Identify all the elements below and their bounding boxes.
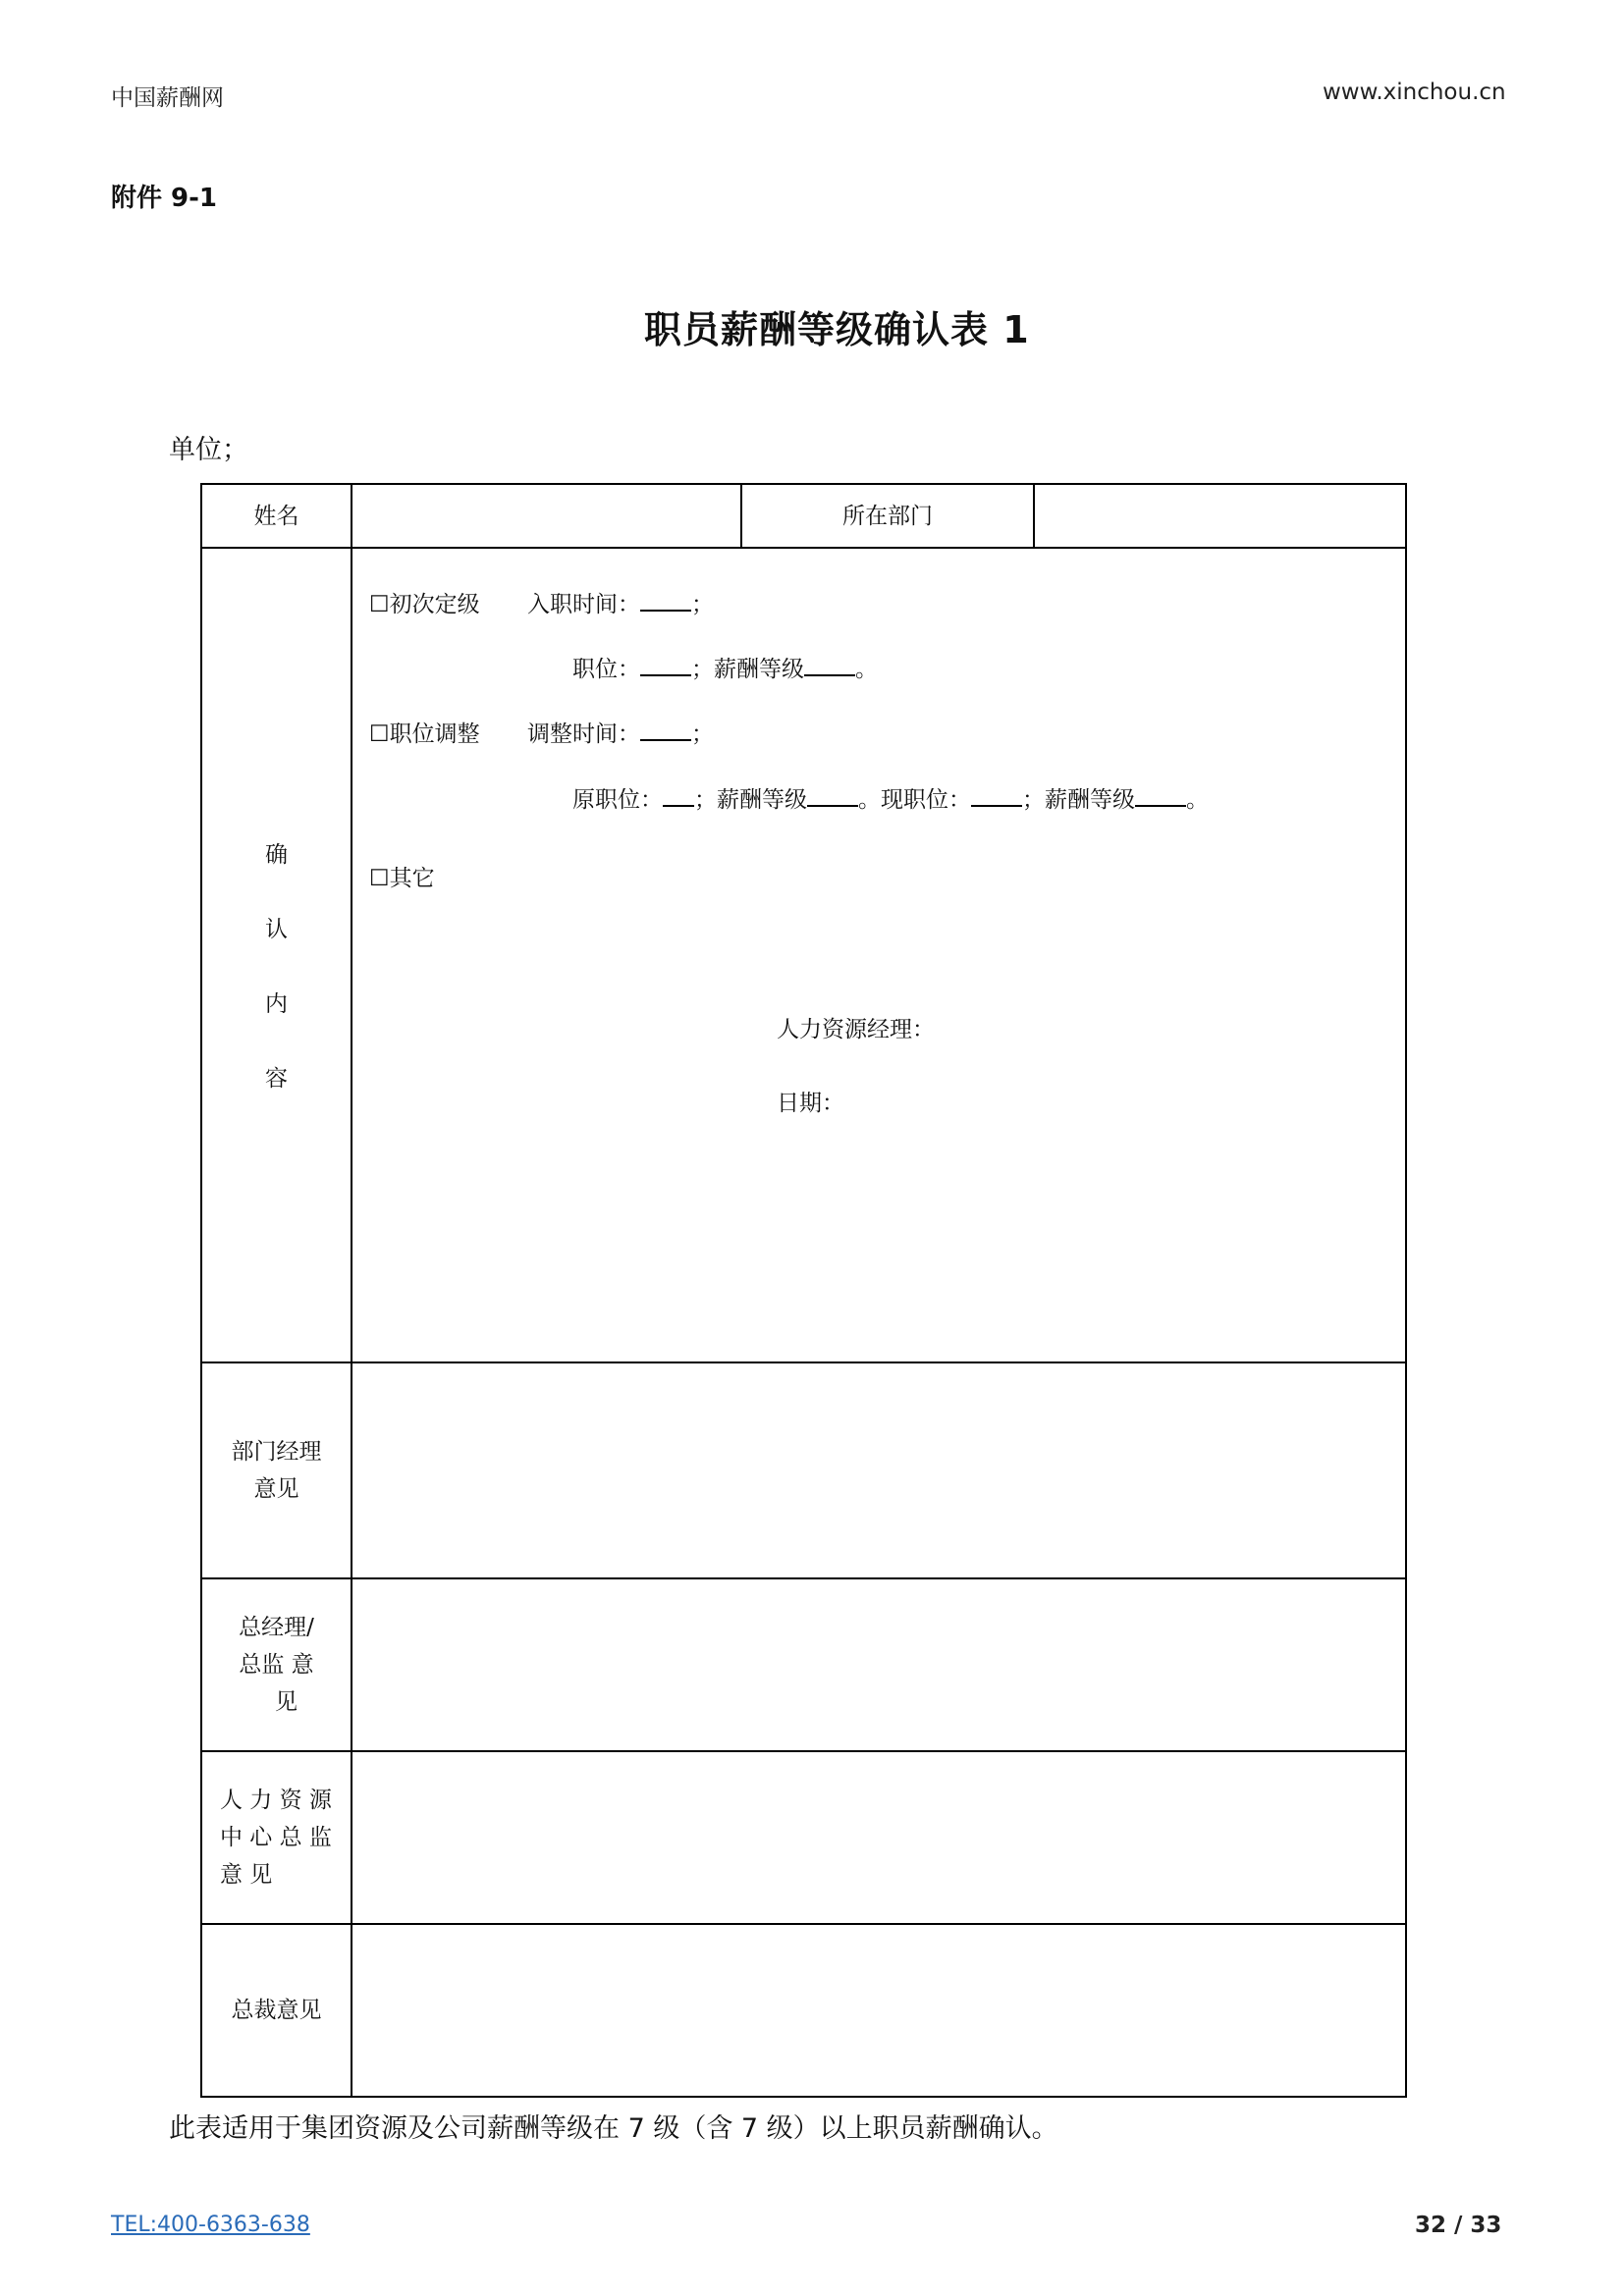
unit-label: 单位； [169, 435, 248, 465]
original-position-label: 原职位： [572, 787, 663, 813]
president-opinion-field[interactable] [352, 1924, 1406, 2097]
site-name: 中国薪酬网 [111, 85, 224, 111]
hr-center-opinion-field[interactable] [352, 1751, 1406, 1924]
gm-label [201, 1578, 352, 1751]
hr-center-row [201, 1751, 1406, 1924]
department-field[interactable] [1034, 484, 1406, 548]
original-grade-label: ；薪酬等级 [694, 787, 807, 813]
initial-position-line [572, 651, 878, 683]
other-label: 其它 [389, 866, 435, 891]
phone-link[interactable]: TEL:400-6363-638 [111, 2213, 310, 2237]
position-adjust-label: 职位调整 [389, 721, 480, 747]
position-adjust-checkbox[interactable]: ☐ [369, 721, 390, 747]
confirm-content-label [201, 548, 352, 1362]
hr-center-label [201, 1751, 352, 1924]
end-mark: 。 [855, 657, 878, 682]
adjust-detail-line [572, 781, 1209, 814]
adjust-time-line [527, 716, 714, 748]
gm-label-line: 总监 意 [239, 1652, 314, 1678]
position-label: 职位： [572, 657, 640, 682]
date-field: 日期： [777, 1091, 844, 1116]
gm-label-line: 见 [275, 1689, 298, 1715]
gm-opinion-field[interactable] [352, 1578, 1406, 1751]
confirm-label-char: 认 [265, 917, 288, 942]
gm-label-line: 总经理/ [239, 1615, 314, 1640]
initial-grading-label: 初次定级 [389, 592, 480, 617]
hr-manager-signature: 人力资源经理： [777, 1017, 935, 1042]
confirm-label-char: 内 [265, 991, 288, 1017]
site-url[interactable]: www.xinchou.cn [1323, 80, 1506, 105]
original-grade-blank[interactable] [807, 787, 858, 807]
confirm-label-char: 确 [265, 842, 288, 868]
dept-manager-row [201, 1362, 1406, 1578]
hr-center-label-line: 中 心 总 监 [220, 1825, 332, 1850]
dept-manager-label-line: 部门经理 [231, 1439, 322, 1465]
adjust-time-blank[interactable] [640, 721, 691, 741]
entry-time-label: 入职时间： [527, 592, 640, 617]
grade-blank[interactable] [804, 657, 855, 676]
current-position-label: 。现职位： [858, 787, 971, 813]
entry-time-line [527, 586, 714, 618]
position-adjust-line [369, 716, 480, 748]
grade-label: ；薪酬等级 [691, 657, 804, 682]
confirm-content-cell [352, 548, 1406, 1362]
other-line [369, 860, 435, 892]
department-label: 所在部门 [741, 484, 1034, 548]
page-number: 32 / 33 [1415, 2213, 1502, 2238]
current-position-blank[interactable] [971, 787, 1022, 807]
initial-grading-line [369, 586, 480, 618]
current-grade-label: ；薪酬等级 [1022, 787, 1135, 813]
president-row [201, 1924, 1406, 2097]
name-field[interactable] [352, 484, 741, 548]
initial-grading-checkbox[interactable]: ☐ [369, 592, 390, 617]
end-mark: 。 [1186, 787, 1209, 813]
separator: ； [691, 592, 714, 617]
name-row [201, 484, 1406, 548]
dept-manager-label-line: 意见 [253, 1476, 299, 1502]
position-blank[interactable] [640, 657, 691, 676]
entry-time-blank[interactable] [640, 592, 691, 612]
confirmation-form [200, 483, 1407, 2098]
annex-label: 附件 9-1 [111, 184, 218, 213]
page-title: 职员薪酬等级确认表 1 [644, 308, 1030, 351]
confirm-label-char: 容 [265, 1066, 288, 1092]
current-grade-blank[interactable] [1135, 787, 1186, 807]
dept-manager-opinion-field[interactable] [352, 1362, 1406, 1578]
separator: ； [691, 721, 714, 747]
president-label: 总裁意见 [201, 1924, 352, 2097]
gm-row [201, 1578, 1406, 1751]
original-position-blank[interactable] [663, 787, 694, 807]
confirm-content-row [201, 548, 1406, 1362]
adjust-time-label: 调整时间： [527, 721, 640, 747]
hr-center-label-line: 人 力 资 源 [220, 1788, 332, 1813]
footnote: 此表适用于集团资源及公司薪酬等级在 7 级（含 7 级）以上职员薪酬确认。 [169, 2113, 1058, 2144]
other-checkbox[interactable]: ☐ [369, 866, 390, 891]
name-label: 姓名 [201, 484, 352, 548]
dept-manager-label [201, 1362, 352, 1578]
hr-center-label-line: 意 见 [220, 1862, 273, 1888]
